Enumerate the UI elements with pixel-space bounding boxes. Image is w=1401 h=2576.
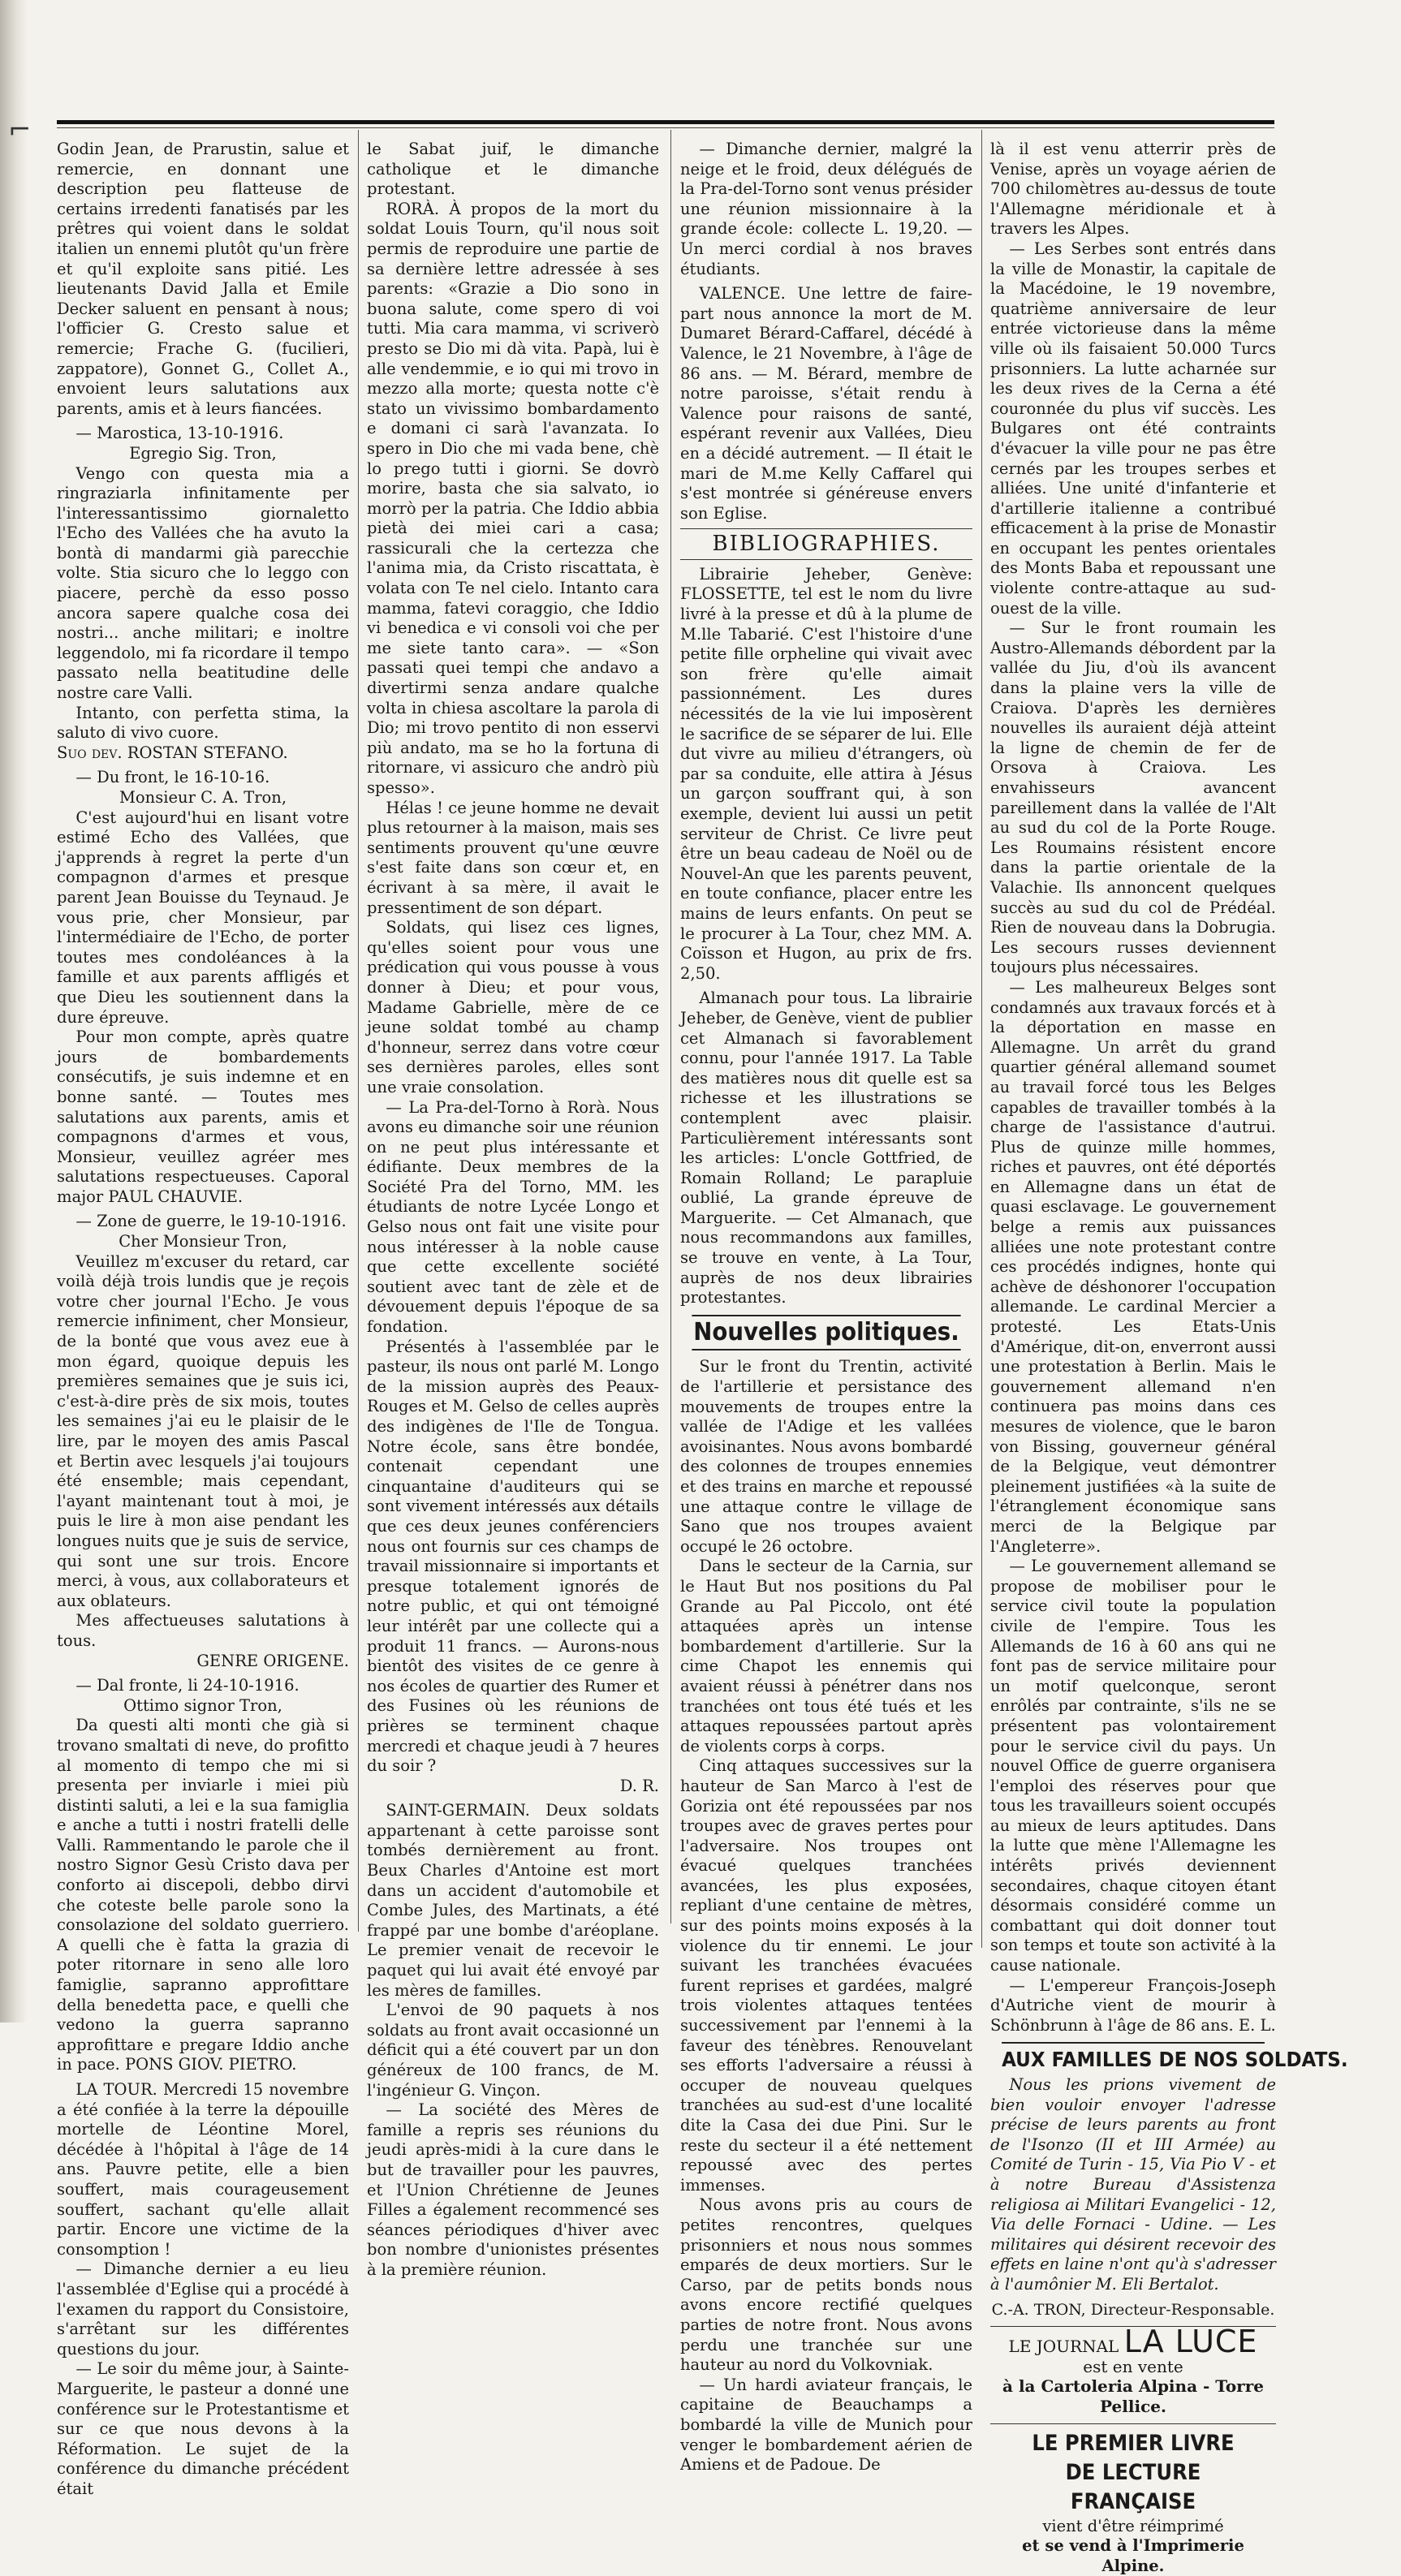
letter-dateline: — Du front, le 16-10-16. [57, 768, 349, 788]
news-item: LA TOUR. Mercredi 15 novembre a été confiée à la terre la dépouille mortelle de Léontine Morel, décédée à l'hôpital à l'âge de 14 ans. Pauvre petite, elle a bien souffert, mais courageusement souffert, sachant qu'elle allait partir. Encore une victime de la consomption ! [57, 2080, 349, 2259]
aux-familles-notice: Nous les prions vivement de bien vouloir envoyer l'adresse précise de leurs parents au front de l'Isonzo (II et III Armée) au Comité de Turin - 15, Via Pio V - et à notre Bureau d'Assistenza religiosa ai Militari Evangelici - 12, Via delle Fornaci - Udine. — Les militaires qui désirent recevoir des effets en laine n'ont qu'à s'adresser à l'aumônier M. Eli Bertalot. [990, 2075, 1276, 2295]
political-news: Cinq attaques successives sur la hauteur de San Marco à l'est de Gorizia ont été repoussées par nos troupes avec de graves pertes pour l'adversaire. Nos troupes ont évacué quelques tranchées avancées, les plus exposées, repliant d'une centaine de mètres, sur des points moins exposés à la violence du tir ennemi. Le jour suivant les tranchées évacuées furent reprises et gardées, malgré trois violentes attaques tentées successivement par l'ennemi à la faveur des ténèbres. Renouvelant ses efforts l'adversaire a réussi à occuper de nouveau quelques tranchées au sud-est d'une localité dite la Casa dei due Pini. Sur le reste du secteur il a été nettement repoussé avec des pertes immenses. [680, 1756, 972, 2195]
political-news: Sur le front du Trentin, activité de l'artillerie et persistance des mouvements de troupes entre la vallée de l'Adige et les vallées avoisinantes. Nous avons bombardé des colonnes de troupes ennemies et des trains en marche et repoussé une attaque contre le village de Sano que nos troupes avaient occupé le 26 octobre. [680, 1357, 972, 1557]
advert-text: LE JOURNAL [1009, 2337, 1119, 2356]
news-item: L'envoi de 90 paquets à nos soldats au front avait occasionné un déficit qui a été couvert par un don généreux de 100 francs, de M. l'ingénieur G. Vinçon. [367, 2001, 659, 2100]
la-luce-advert [990, 2326, 1276, 2416]
political-news: — Les malheureux Belges sont condamnés aux travaux forcés et à la déportation en masse en Allemagne. Un arrêt du grand quartier général allemand soumet au travail forcé tous les Belges capables de travailler tombés à la charge de l'assistance d'autrui. Plus de quinze mille hommes, riches et pauvres, ont été déportés en Allemagne dans un état de quasi esclavage. Le gouvernement belge a remis aux puissances alliées une note protestant contre ces procédés indignes, honte qui achève de déshonorer l'occupation allemande. Le cardinal Mercier a protesté. Les Etats-Unis d'Amérique, dit-on, enverront aussi une protestation à Berlin. Mais le gouvernement allemand n'en continuera pas moins dans ces mesures de violence, que le baron von Bissing, gouverneur général de la Belgique, veut démontrer pleinement justifiées «à la suite de l'étranglement économique sans merci de la Belgique par l'Angleterre». [990, 978, 1276, 1557]
news-item: VALENCE. Une lettre de faire-part nous annonce la mort de M. Dumaret Bérard-Caffarel, décédé à Valence, le 21 Novembre, à l'âge de 86 ans. — M. Bérard, membre de notre paroisse, s'était rendu à Valence pour raisons de santé, espérant revenir aux Vallées, Dieu en a décidé autrement. — Il était le mari de M.me Kelly Caffarel qui s'est montrée si généreuse envers son Eglise. [680, 284, 972, 523]
column-4 [990, 140, 1276, 1974]
letter-paragraph: Intanto, con perfetta stima, la saluto di vivo cuore. [57, 704, 349, 743]
column-divider [670, 130, 671, 1923]
letter-paragraph: Vengo con questa mia a ringraziarla infinitamente per l'interessantissimo giornaletto l'Echo des Vallées che ha avuto la bontà di mandarmi già parecchie volte. Stia sicuro che lo leggo con piacere, perchè da esso posso ancora sapere qualche cosa dei nostri... anche militari; e inoltre leggendolo, mi fa ricordare il tempo passato nella beatitudine delle nostre care Valli. [57, 464, 349, 704]
director-line: C.-A. TRON, Directeur-Responsable. [990, 2300, 1276, 2320]
advert-text: à la Cartoleria Alpina - Torre Pellice. [990, 2376, 1276, 2416]
aux-familles-heading: AUX FAMILLES DE NOS SOLDATS. [1002, 2042, 1265, 2070]
advert-text: vient d'être réimprimé [990, 2517, 1276, 2537]
political-news: Nous avons pris au cours de petites rencontres, quelques prisonniers et nous nous sommes emparés de deux mortiers. Sur le Carso, par de petits bonds nous avons encore rectifié quelques parties de notre front. Nous avons perdu une tranchée sur une hauteur au nord du Volkovniak. [680, 2195, 972, 2375]
bibliography-entry: Librairie Jeheber, Genève: FLOSSETTE, tel est le nom du livre livré à la presse et dû à la plume de M.lle Tabarié. C'est l'histoire d'une petite fille orpheline qui vivait avec son frère qu'elle aimait passionnément. Les dures nécessités de la vie lui imposèrent le sacrifice de se séparer de lui. Elle dut vivre au milieu d'étrangers, où par sa conduite, elle attira à Jésus un garçon souffrant qui, à son exemple, devient lui aussi un petit serviteur de Christ. Ce livre peut être un beau cadeau de Noël ou de Nouvel-An que les parents peuvent, en toute confiance, placer entre les mains de leurs enfants. On peut se le procurer à La Tour, chez MM. A. Coïsson et Hugon, au prix de frs. 2,50. [680, 565, 972, 984]
letter-signature: Suo dev. ROSTAN STEFANO. [57, 743, 349, 764]
column-2 [367, 140, 659, 1909]
letter-salutation: Ottimo signor Tron, [57, 1696, 349, 1717]
letter-dateline: — Zone de guerre, le 19-10-1916. [57, 1212, 349, 1232]
letter-salutation: Egregio Sig. Tron, [57, 444, 349, 464]
news-item: Hélas ! ce jeune homme ne devait plus retourner à la maison, mais ses sentiments prouvent qu'une œuvre s'est faite dans son cœur et, en écrivant à sa mère, il avait le pressentiment de son départ. [367, 799, 659, 919]
letter-salutation: Cher Monsieur Tron, [57, 1232, 349, 1252]
article-paragraph: Godin Jean, de Prarustin, salue et remercie, en donnant une description peu flatteuse de certains irredenti fanatisés par les prêtres qui voient dans le soldat italien un ennemi plutôt qu'un frère et qu'il exploite sans pitié. Les lieutenants David Jalla et Emile Decker saluent en pensant à nous; l'officier G. Cresto salue et remercie; Frache G. (fucilieri, zappatore), Gonnet G., Collet A., envoient leurs salutations aux parents, amis et à leurs fiancées. [57, 140, 349, 419]
letter-paragraph: C'est aujourd'hui en lisant votre estimé Echo des Vallées, que j'apprends à regret la perte d'un compagnon d'armes et presque parent Jean Bouisse du Teynaud. Je vous prie, cher Monsieur, par l'intermédiaire de l'Echo, de porter toutes mes condoléances à la famille et aux parents affligés et que Dieu les soutiennent dans la dure épreuve. [57, 808, 349, 1028]
letter-signature: GENRE ORIGENE. [57, 1652, 349, 1672]
news-item: SAINT-GERMAIN. Deux soldats appartenant à cette paroisse sont tombés dernièrement au front. Beux Charles d'Antoine est mort dans un accident d'automobile et Combe Jules, des Martinats, a été frappé par une bombe d'aréoplane. Le premier venait de recevoir le paquet qui lui avait été envoyé par les mères de familles. [367, 1801, 659, 2001]
political-news: — L'empereur François-Joseph d'Autriche vient de mourir à Schönbrunn à l'âge de 86 ans. E. L. [990, 1976, 1276, 2036]
letter-paragraph: Pour mon compte, après quatre jours de bombardements consécutifs, je suis indemne et en bonne santé. — Toutes mes salutations aux parents, amis et compagnons d'armes et vous, Monsieur, veuillez agréer mes salutations respectueuses. Caporal major PAUL CHAUVIE. [57, 1027, 349, 1207]
news-item: — Dimanche dernier a eu lieu l'assemblée d'Eglise qui a procédé à l'examen du rapport du Consistoire, s'arrêtant sur les différentes questions du jour. [57, 2259, 349, 2359]
news-item: Présentés à l'assemblée par le pasteur, ils nous ont parlé M. Longo de la mission auprès des Peaux-Rouges et M. Gelso de celles auprès des indigènes de l'Ile de Tongua. Notre école, sans être bondée, contenait cependant une cinquantaine d'auditeurs qui se sont vivement intéressés aux détails que ces deux jeunes conférenciers nous ont fournis sur ces champs de travail missionnaire si importants et presque totalement ignorés de notre public, et qui ont témoigné leur intérêt par une collecte qui a produit 11 francs. — Aurons-nous bientôt des visites de ce genre à nos écoles de quartier des Rumer et des Fusines où les réunions de prières se terminent chaque mercredi et chaque jeudi à 7 heures du soir ? [367, 1338, 659, 1777]
page-binding-edge [0, 0, 28, 2022]
letter-paragraph: Veuillez m'excuser du retard, car voilà déjà trois lundis que je reçois votre cher journal l'Echo. Je vous remercie infiniment, cher Monsieur, de la bonté que vous avez eue à mon égard, quoique depuis les premières semaines que je suis ici, c'est-à-dire près de six mois, toutes les semaines j'ai eu le plaisir de le lire, par le moyen des amis Pascal et Bertin avec lesquels j'ai toujours été ensemble; mais cependant, l'ayant maintenant tout à moi, je puis le lire à mon aise pendant les longues nuits que je suis de service, qui sont une sur trois. Encore merci, à vous, aux collaborateurs et aux oblateurs. [57, 1252, 349, 1612]
column-1 [57, 140, 349, 2006]
news-item: — La Pra-del-Torno à Rorà. Nous avons eu dimanche soir une réunion on ne peut plus intéressante et édifiante. Deux membres de la Société Pra del Torno, MM. les étudiants de notre Lycée Longo et Gelso nous ont fait une visite pour nous intéresser à la noble cause que cette excellente société soutient avec tant de zèle et de dévouement depuis l'époque de sa fondation. [367, 1098, 659, 1338]
news-item: — Dimanche dernier, malgré la neige et le froid, deux délégués de la Pra-del-Torno sont venus présider une réunion missionnaire à la grande école: collecte L. 19,20. — Un merci cordial à nos braves étudiants. [680, 140, 972, 279]
bibliography-entry: Almanach pour tous. La librairie Jeheber, de Genève, vient de publier cet Almanach si favorablement connu, pour l'année 1917. La Table des matières nous dit quelle est sa richesse et les illustrations se contemplent avec plaisir. Particulièrement intéressants sont les articles: L'oncle Gottfried, de Romain Rolland; Le parapluie oublié, La grande épreuve de Marguerite. — Cet Almanach, que nous recommandons aux familles, se trouve en vente, à La Tour, auprès de nos deux librairies protestantes. [680, 989, 972, 1308]
letter-paragraph: Mes affectueuses salutations à tous. [57, 1611, 349, 1651]
news-item: le Sabat juif, le dimanche catholique et le dimanche protestant. [367, 140, 659, 200]
header-rule [57, 120, 1274, 124]
bibliographies-heading: BIBLIOGRAPHIES. [680, 528, 972, 560]
premier-livre-advert [990, 2423, 1276, 2576]
nouvelles-politiques-heading: Nouvelles politiques. [692, 1315, 960, 1351]
la-luce-title: LA LUCE [1124, 2324, 1258, 2359]
advert-title: DE LECTURE FRANÇAISE [1005, 2458, 1262, 2517]
news-item: — Le soir du même jour, à Sainte-Marguerite, le pasteur a donné une conférence sur le Protestantisme et sur ce que nous devons à la Réformation. Le sujet de la conférence du dimanche précédent était [57, 2359, 349, 2499]
political-news: — Un hardi aviateur français, le capitaine de Beauchamps a bombardé la ville de Munich pour venger le bombardement aérien de Amiens et de Padoue. De [680, 2376, 972, 2475]
letter-dateline: — Marostica, 13-10-1916. [57, 424, 349, 444]
political-news: — Les Serbes sont entrés dans la ville de Monastir, la capitale de la Macédoine, le 19 novembre, quatrième anniversaire de leur entrée victorieuse dans la même ville où ils faisaient 50.000 Turcs prisonniers. La lutte acharnée sur les deux rives de la Cerna a été couronnée du plus vif succès. Les Bulgares ont été contraints d'évacuer la ville pour ne pas être cernés par les troupes serbes et alliées. Une unité d'infanterie et d'artillerie italienne a contribué efficacement à la prise de Monastir en occupant les pentes orientales des Monts Baba et repoussant une violente contre-attaque au sud-ouest de la ville. [990, 239, 1276, 618]
page-corner-mark: ⌐ [8, 114, 32, 146]
political-news: — Le gouvernement allemand se propose de mobiliser pour le service civil toute la population civile de l'empire. Tous les Allemands de 16 à 60 ans qui ne font pas de service militaire pour un motif quelconque, seront enrôlés par contrainte, s'ils ne se présentent pas volontairement pour le service civil du pays. Un nouvel Office de guerre organisera l'emploi des réserves pour que tous les travailleurs soient occupés au mieux de leurs aptitudes. Dans la lutte que mène l'Allemagne les intérêts privés deviennent secondaires, chaque citoyen étant désormais considéré comme un combattant qui doit donner tout son temps et toute son activité à la cause nationale. [990, 1557, 1276, 1975]
political-news: — Sur le front roumain les Austro-Allemands débordent par la vallée du Jiu, d'où ils avancent dans la plaine vers la ville de Craiova. D'après les dernières nouvelles ils auraient déjà atteint la ligne de chemin de fer de Orsova à Craiova. Les envahisseurs avancent pareillement dans la vallée de l'Alt au sud du col de la Porte Rouge. Les Roumains résistent encore dans la partie orientale de la Valachie. Ils annoncent quelques succès au sud du col de Prédéal. Rien de nouveau dans la Dobrugia. Les secours russes deviennent toujours plus nécessaires. [990, 618, 1276, 978]
column-divider [358, 130, 359, 1932]
letter-salutation: Monsieur C. A. Tron, [57, 788, 349, 808]
political-news: Dans le secteur de la Carnia, sur le Haut But nos positions du Pal Grande au Pal Piccolo, ont été attaquées après un intense bombardement d'artillerie. Sur la cime Chapot les ennemis qui avaient réussi à pénétrer dans nos tranchées ont tous été tués et les attaques repoussées partout après de violents corps à corps. [680, 1557, 972, 1756]
advert-title: LE PREMIER LIVRE [1005, 2429, 1262, 2458]
advert-text: et se vend à l'Imprimerie Alpine. [990, 2536, 1276, 2576]
news-item: Soldats, qui lisez ces lignes, qu'elles soient pour vous une prédication qui vous pousse à vous donner à Dieu; et pour vous, Madame Gabrielle, mère de ce jeune soldat tombé au champ d'honneur, serrez dans votre cœur ses dernières paroles, elles sont une vraie consolation. [367, 918, 659, 1097]
letter-paragraph: Da questi alti monti che già si trovano smaltati di neve, do profitto al momento di tempo che mi si presenta per inviarle i miei più distinti saluti, a lei e la sua famiglia e anche a tutti i nostri fratelli delle Valli. Rammentando le parole che il nostro Signor Gesù Cristo dava per conforto ai discepoli, debbo dirvi che coteste belle parole sono la consolazione del soldato guerriero. A quelli che è fatta la grazia di poter ritornare in seno alle loro famiglie, sapranno approfittare della benedetta pace, e quelli che vedono la guerra sapranno approfittare e pregare Iddio anche in pace. PONS GIOV. PIETRO. [57, 1716, 349, 2075]
news-item: RORÀ. À propos de la mort du soldat Louis Tourn, qu'il nous soit permis de reproduire une partie de sa dernière lettre adressée à ses parents: «Grazie a Dio sono in buona salute, come spero di voi tutti. Mia cara mamma, vi scriverò presto se Dio mi dà vita. Papà, lui è alle vendemmie, e io qui mi trovo in mezzo alla morte; questa notte c'è stato un vivissimo bombardamento e domani ci sarà l'avanzata. Io spero in Dio che mi vada bene, chè lo prego tutti i giorni. Se dovrò morire, basta che sia salvato, io morrò per la patria. Che Iddio abbia pietà dei miei cari a casa; rassicurali che la certezza che l'anima mia, da Cristo riscattata, è volata con Te nel cielo. Intanto cara mamma, fatevi coraggio, che Iddio vi benedica e vi consoli voi che per me siete tanto cara». — «Son passati quei tempi che andavo a divertirmi senza andare qualche volta in chiesa ascoltare la parola di Dio; mi trovo pentito di non esservi più andato, ma se ho la fortuna di ritornare, vi assicuro che andrò più spesso». [367, 200, 659, 799]
advert-text: est en vente [990, 2357, 1276, 2377]
author-initials: D. R. [367, 1777, 659, 1797]
column-divider [981, 130, 982, 1948]
letter-dateline: — Dal fronte, li 24-10-1916. [57, 1676, 349, 1696]
column-3 [680, 140, 972, 1933]
news-item: — La société des Mères de famille a repris ses réunions du jeudi après-midi à la cure dans le but de travailler pour les pauvres, et l'Union Chrétienne de Jeunes Filles a également recommencé ses séances périodiques d'hiver avec bon nombre d'unionistes présentes à la première réunion. [367, 2100, 659, 2280]
political-news: là il est venu atterrir près de Venise, après un voyage aérien de 700 chilomètres au-dessus de toute l'Allemagne méridionale et à travers les Alpes. [990, 140, 1276, 239]
